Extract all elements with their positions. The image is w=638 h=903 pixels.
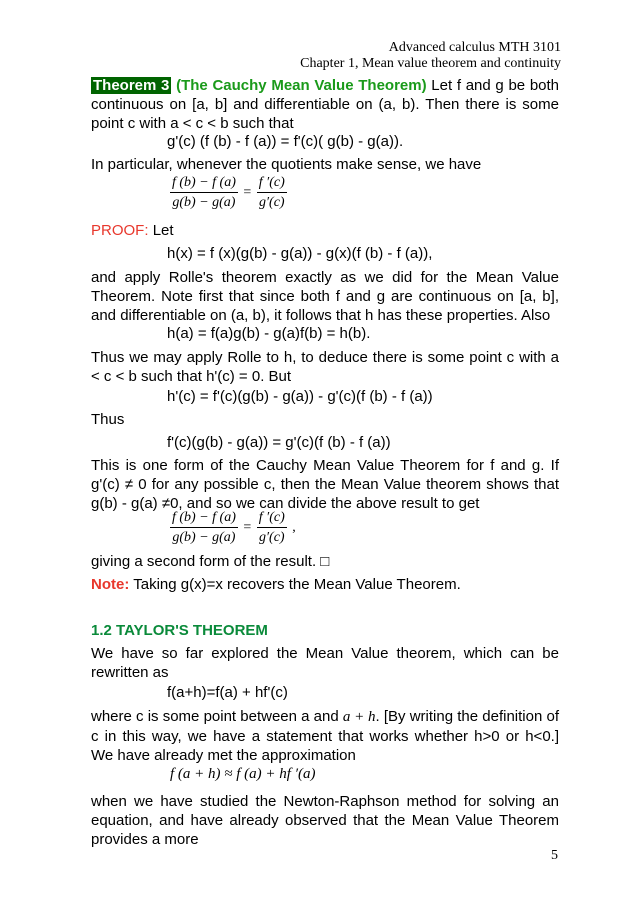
theorem-equation: g'(c) (f (b) - f (a)) = f'(c)( g(b) - g(a)). [167,133,404,150]
page-number: 5 [551,848,558,863]
fraction-right [257,508,287,547]
theorem-text: Let f and g be both continuous on [a, b] and differentiable on (a, b). Then there is some point c with a < c < b such that [91,77,560,132]
particular-text: In particular, whenever the quotients make sense, we have [91,156,482,173]
proof-let: Let [152,222,174,239]
quotient-formula-2 [170,508,298,547]
h-prime: h'(c) = f'(c)(g(b) - g(a)) - g'(c)(f (b) - f (a)) [167,388,433,405]
paragraph-2-end: . [By writing the definition of c in this way, we have a statement that works whether h>0 or h<0.] We have already met the approximation [91,708,559,764]
fraction-left-denominator: g(b) − g(a) [172,530,236,545]
quotient-formula-1 [170,173,287,212]
header-course: Advanced calculus MTH 3101 [388,40,561,55]
fraction-left-numerator: f (b) − f (a) [170,508,238,528]
proof-intro [91,221,174,240]
proof-paragraph-3: This is one form of the Cauchy Mean Value Theorem for f and g. If g'(c) ≠ 0 for any possible c, then the Mean Value theorem shows that g(b) - g(a) ≠0, and so we can divide the above result to get [91,457,559,512]
proof-paragraph-2: Thus we may apply Rolle to h, to deduce there is some point c with a < c < b such that h'(c) = 0. But [91,349,559,385]
note-label: Note: [91,576,130,593]
theorem-label: Theorem 3 [93,77,170,94]
section-title: 1.2 TAYLOR'S THEOREM [91,622,268,639]
theorem-statement [91,76,559,133]
fraction-left-numerator: f (b) − f (a) [170,173,238,193]
fraction-right-numerator: f ′(c) [257,508,287,528]
h-definition: h(x) = f (x)(g(b) - g(a)) - g(x)(f (b) - f (a)), [167,245,433,262]
equals-sign: = [243,519,252,535]
fraction-right-denominator: g′(c) [258,530,285,545]
trailing-comma: , [292,519,296,535]
theorem-title: (The Cauchy Mean Value Theorem) [176,77,427,94]
fraction-left [170,173,238,212]
section-paragraph-3: when we have studied the Newton-Raphson method for solving an equation, and have already observed that the Mean Value Theorem provides a more [91,793,559,848]
running-header [300,40,561,72]
equals-sign: = [243,184,252,200]
h-endpoints: h(a) = f(a)g(b) - g(a)f(b) = h(b). [167,325,371,342]
paragraph-2-start: where c is some point between a and [91,708,339,725]
fraction-left-denominator: g(b) − g(a) [172,195,236,210]
proof-paragraph-1: and apply Rolle's theorem exactly as we did for the Mean Value Theorem. Note first that since both f and g are continuous on [a, b], and differentiable on (a, b), it follows that h has these properties. Also [91,269,559,324]
section-paragraph-1: We have so far explored the Mean Value theorem, which can be rewritten as [91,645,559,681]
section-paragraph-2 [91,707,559,765]
approximation-formula: f (a + h) ≈ f (a) + hf ′(a) [170,766,316,782]
second-form-text: giving a second form of the result. □ [91,553,330,570]
fraction-right-denominator: g′(c) [258,195,285,210]
note [91,575,461,594]
fraction-right-numerator: f ′(c) [257,173,287,193]
inline-math-a-plus-h: a + h [342,709,376,725]
fraction-right [257,173,287,212]
fraction-left [170,508,238,547]
mvt-formula: f(a+h)=f(a) + hf'(c) [167,684,288,701]
header-chapter: Chapter 1, Mean value theorem and continuity [300,56,561,71]
thus-text: Thus [91,411,125,428]
note-text: Taking g(x)=x recovers the Mean Value Theorem. [133,576,461,593]
proof-label: PROOF: [91,222,149,239]
cauchy-result: f'(c)(g(b) - g(a)) = g'(c)(f (b) - f (a)) [167,434,391,451]
